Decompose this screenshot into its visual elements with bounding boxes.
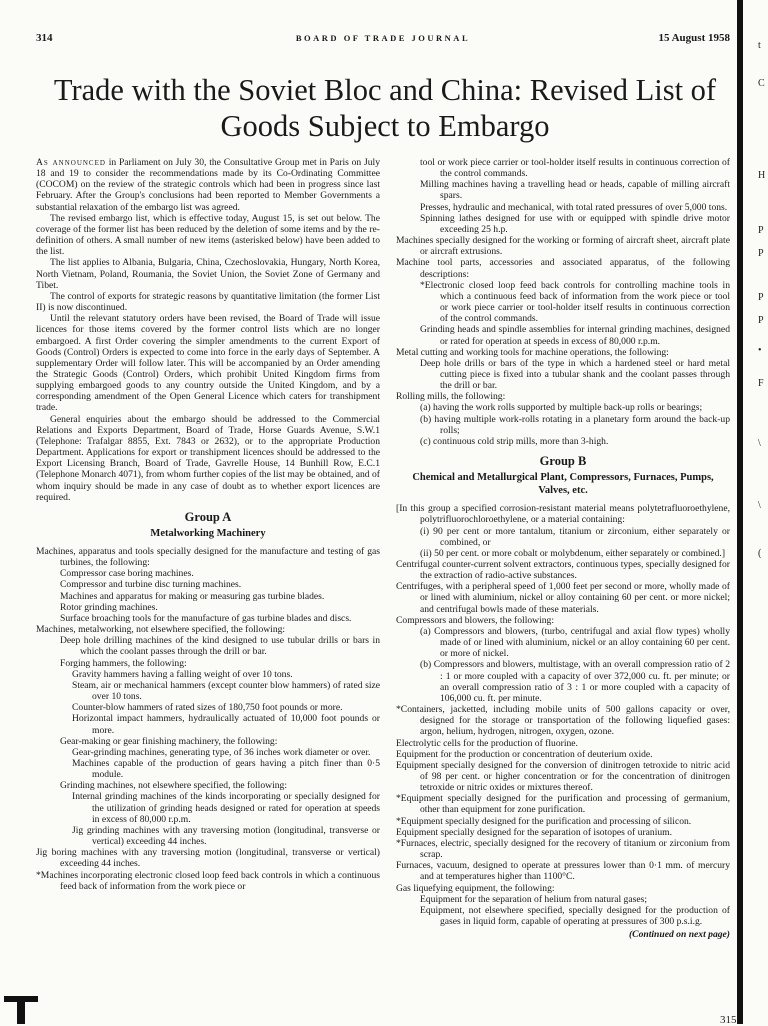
embargo-item: Metal cutting and working tools for machine operations, the following:	[396, 346, 669, 358]
page-number: 314	[36, 32, 53, 44]
margin-glyph: C	[758, 78, 765, 89]
embargo-subitem: Compressor and turbine disc turning machines.	[60, 579, 242, 591]
margin-glyph: P	[758, 248, 764, 259]
embargo-item: Jig boring machines with any traversing motion (longitudinal, transverse or vertical) exceeding 44 inches.	[36, 847, 380, 870]
embargo-subitem: Milling machines having a travelling head or heads, capable of milling aircraft spars.	[420, 179, 730, 202]
embargo-item: Machine tool parts, accessories and associated apparatus, of the following descriptions:	[396, 257, 730, 280]
embargo-subitem: Spinning lathes designed for use with or equipped with spindle drive motor exceeding 25 h.p.	[420, 212, 730, 235]
intro-paragraph	[36, 157, 380, 213]
embargo-item: *Machines incorporating electronic closed loop feed back controls in which a continuous feed back of information from the work piece or	[36, 869, 380, 892]
embargo-subitem: *Electronic closed loop feed back controls for controlling machine tools in which a continuous feed back of information from the work piece or tool or work piece carrier or tool-holder itself results in continuous correction of the control commands.	[420, 279, 730, 325]
embargo-subitem: (a) having the work rolls supported by multiple back-up rolls or bearings;	[420, 402, 703, 414]
embargo-item: Machines, apparatus and tools specially designed for the manufacture and testing of gas turbines, the following:	[36, 546, 380, 569]
embargo-subitem: Grinding machines, not elsewhere specified, the following:	[60, 780, 287, 792]
embargo-subitem: Machines capable of the production of gears having a pitch finer than 0·5 module.	[72, 757, 380, 781]
embargo-subitem: Surface broaching tools for the manufacture of gas turbine blades and discs.	[60, 612, 352, 624]
embargo-item: Equipment specially designed for the conversion of dinitrogen tetroxide to nitric acid of 98 per cent. or higher concentration or for the concentration of dinitrogen tetroxide or nitric oxides or mixtures thereof.	[396, 759, 730, 794]
journal-name: BOARD OF TRADE JOURNAL	[295, 33, 471, 43]
paragraph: The list applies to Albania, Bulgaria, China, Czechoslovakia, Hungary, North Korea, North Vietnam, Poland, Roumania, the Soviet Union, the Soviet Zone of Germany and Tibet.	[36, 257, 380, 291]
paragraph: The revised embargo list, which is effective today, August 15, is set out below. The coverage of the former list has been reduced by the deletion of some items and by the re-definition of others. A small number of new items (asterisked below) have been added to the list.	[36, 212, 380, 258]
embargo-subitem: Gear-making or gear finishing machinery, the following:	[60, 735, 278, 747]
embargo-item: *Furnaces, electric, specially designed for the recovery of titanium or zirconium from scrap.	[396, 837, 730, 861]
embargo-subitem: (i) 90 per cent or more tantalum, titanium or zirconium, either separately or combined, or	[420, 525, 730, 548]
group-a-list	[36, 546, 380, 892]
embargo-item: Gas liquefying equipment, the following:	[396, 882, 555, 894]
margin-glyph: •	[758, 345, 762, 356]
embargo-subitem: Presses, hydraulic and mechanical, with total rated pressures of over 5,000 tons.	[420, 201, 728, 213]
embargo-subitem: (c) continuous cold strip mills, more than 3-high.	[420, 435, 609, 447]
embargo-subitem: (b) Compressors and blowers, multistage, with an overall compression ratio of 2 : 1 or more coupled with a capacity of over 372,000 cu. ft. per minute; or an overall compression ratio of 3 : 1 or more coupled with a capacity of 106,000 cu. ft. per minute.	[420, 659, 730, 704]
embargo-subitem: Gear-grinding machines, generating type, of 36 inches work diameter or over.	[72, 746, 371, 758]
embargo-subitem: Rotor grinding machines.	[60, 601, 158, 613]
embargo-item: Equipment for the production or concentration of deuterium oxide.	[396, 748, 653, 760]
embargo-subitem: Machines and apparatus for making or measuring gas turbine blades.	[60, 590, 325, 602]
embargo-item: Centrifugal counter-current solvent extractors, continuous types, specially designed for the extraction of radio-active substances.	[396, 559, 730, 582]
embargo-item: *Containers, jacketted, including mobile units of 500 gallons capacity or over, designed for the storage or transportation of the following liquefied gases: argon, helium, hydrogen, nitrogen, oxygen, ozone.	[396, 704, 730, 738]
margin-glyph: (	[758, 548, 762, 559]
binding-edge	[737, 0, 743, 1024]
paragraph: Until the relevant statutory orders have been revised, the Board of Trade will issue licences for those items covered by the former control lists which are no longer embargoed. A first Order covering the simpler amendments to the current Export of Goods (Control) Orders is expected to come into force in the early days of September. A supplementary Order will follow later. This will be accompanied by an Order amending the Strategic Goods (Control) Orders, which prohibit United Kingdom firms from supplying embargoed goods to any country outside the United Kingdom, and by a corresponding amendment of the Open General Licence which caters for transhipment trade.	[36, 313, 380, 414]
embargo-subitem: Forging hammers, the following:	[60, 657, 187, 669]
embargo-item: *Equipment specially designed for the purification and processing of silicon.	[396, 815, 692, 827]
paragraph: The control of exports for strategic reasons by quantitative limitation (the former List II) is now discontinued.	[36, 290, 380, 314]
embargo-item: [In this group a specified corrosion-resistant material means polytetrafluoroethylene, polytrifluorochloroethylene, or a material containing:	[396, 503, 730, 526]
facing-page-number: 315	[720, 1014, 737, 1026]
embargo-subitem: Steam, air or mechanical hammers (except counter blow hammers) of rated size over 10 tons.	[72, 679, 380, 703]
embargo-item: Rolling mills, the following:	[396, 391, 506, 403]
embargo-subitem: Horizontal impact hammers, hydraulically actuated of 10,000 foot pounds or more.	[72, 713, 380, 736]
embargo-item: Machines specially designed for the working or forming of aircraft sheet, aircraft plate or aircraft extrusions.	[396, 235, 730, 258]
right-column	[396, 157, 730, 940]
intro-lead: As announced	[36, 157, 106, 168]
margin-glyph: t	[758, 40, 761, 51]
embargo-subitem: Counter-blow hammers of rated sizes of 180,750 foot pounds or more.	[72, 702, 343, 714]
issue-date: 15 August 1958	[658, 32, 730, 44]
embargo-item: Machines, metalworking, not elsewhere specified, the following:	[36, 624, 286, 636]
margin-glyph: \	[758, 438, 761, 449]
embargo-subitem: Compressor case boring machines.	[60, 568, 194, 580]
embargo-subitem: Deep hole drills or bars of the type in which a hardened steel or hard metal cutting piece is fixed into a tubular shank and the coolant passes through the drill or bar.	[420, 357, 730, 392]
embargo-subitem: Deep hole drilling machines of the kind designed to use tubular drills or bars in which the coolant passes through the drill or bar.	[60, 635, 380, 658]
embargo-subitem: Jig grinding machines with any traversing motion (longitudinal, transverse or vertical) exceeding 44 inches.	[72, 824, 380, 848]
group-b-heading: Group B	[539, 454, 587, 469]
embargo-subitem: (b) having multiple work-rolls rotating in a planetary form around the back-up rolls;	[420, 413, 730, 436]
embargo-item: Furnaces, vacuum, designed to operate at pressures lower than 0·1 mm. of mercury and at temperatures higher than 1100°C.	[396, 860, 730, 883]
margin-glyph: H	[758, 170, 766, 181]
article-title: Trade with the Soviet Bloc and China: Revised List of Goods Subject to Embargo	[53, 73, 717, 143]
group-b-list	[396, 503, 730, 927]
crop-mark	[4, 996, 38, 1024]
embargo-subitem: (a) Compressors and blowers, (turbo, centrifugal and axial flow types) wholly made of or lined with aluminium, nickel or an alloy containing 60 per cent. or more of nickel.	[420, 625, 730, 660]
embargo-item: Equipment specially designed for the separation of isotopes of uranium.	[396, 826, 673, 838]
embargo-subitem: Internal grinding machines of the kinds incorporating or specially designed for the utilization of grinding heads designed or rated for operation at speeds in excess of 80,000 r.p.m.	[72, 791, 380, 825]
group-b-subheading: Chemical and Metallurgical Plant, Compressors, Furnaces, Pumps, Valves, etc.	[412, 472, 714, 497]
continued-note: (Continued on next page)	[628, 929, 730, 941]
margin-glyph: P	[758, 225, 764, 236]
embargo-subitem: Grinding heads and spindle assemblies for internal grinding machines, designed or rated for operation at speeds in excess of 80,000 r.p.m.	[420, 324, 730, 347]
margin-glyph: F	[758, 378, 764, 389]
embargo-subitem: (ii) 50 per cent. or more cobalt or molybdenum, either separately or combined.]	[420, 547, 726, 559]
embargo-subitem: Gravity hammers having a falling weight of over 10 tons.	[72, 668, 293, 680]
left-column	[36, 157, 380, 892]
embargo-item: Electrolytic cells for the production of fluorine.	[396, 737, 578, 749]
group-a-list-continued	[396, 157, 730, 447]
embargo-item: Compressors and blowers, the following:	[396, 614, 555, 626]
running-header	[36, 32, 730, 50]
margin-glyph: \	[758, 500, 761, 511]
margin-glyph: P	[758, 315, 764, 326]
embargo-item: Centrifuges, with a peripheral speed of 1,000 feet per second or more, wholly made of or lined with aluminium, nickel or alloy containing 60 per cent. or more nickel; and centrifugal bowls made of these materials.	[396, 581, 730, 615]
group-a-subheading: Metalworking Machinery	[150, 528, 266, 539]
group-a-heading: Group A	[184, 509, 232, 524]
margin-glyph: P	[758, 292, 764, 303]
embargo-subitem: Equipment, not elsewhere specified, specially designed for the production of gases in liquid form, capable of operating at pressures of 300 p.s.i.g.	[420, 904, 730, 927]
embargo-subitem: Equipment for the separation of helium from natural gases;	[420, 893, 647, 905]
paragraph: General enquiries about the embargo should be addressed to the Commercial Relations and Exports Department, Board of Trade, Horse Guards Avenue, S.W.1 (Telephone: Trafalgar 8855, Ext. 7843 or 2632), or to the appropriate Production Department. Applications for export or transhipment licences should be addressed to the Export Licensing Branch, Board of Trade, Gavrelle House, 14 Bunhill Row, E.C.1 (Telephone Monarch 4071), from whom further copies of the list may be obtained, and of whom inquiry should be made in any case of doubt as to whether export licences are required.	[36, 413, 380, 503]
embargo-item: *Equipment specially designed for the purification and processing of germanium, other than equipment for zone purification.	[396, 793, 730, 816]
embargo-subitem: tool or work piece carrier or tool-holder itself results in continuous correction of the control commands.	[420, 157, 730, 180]
intro-text: in Parliament on July 30, the Consultative Group met in Paris on July 18 and 19 to consider the recommendations made by its Co-Ordinating Committee (COCOM) on the review of the strategic controls which had been in progress since last February. After the Group's conclusions had been reported to Member Governments a substantial relaxation of the embargo list was agreed.	[36, 157, 380, 213]
